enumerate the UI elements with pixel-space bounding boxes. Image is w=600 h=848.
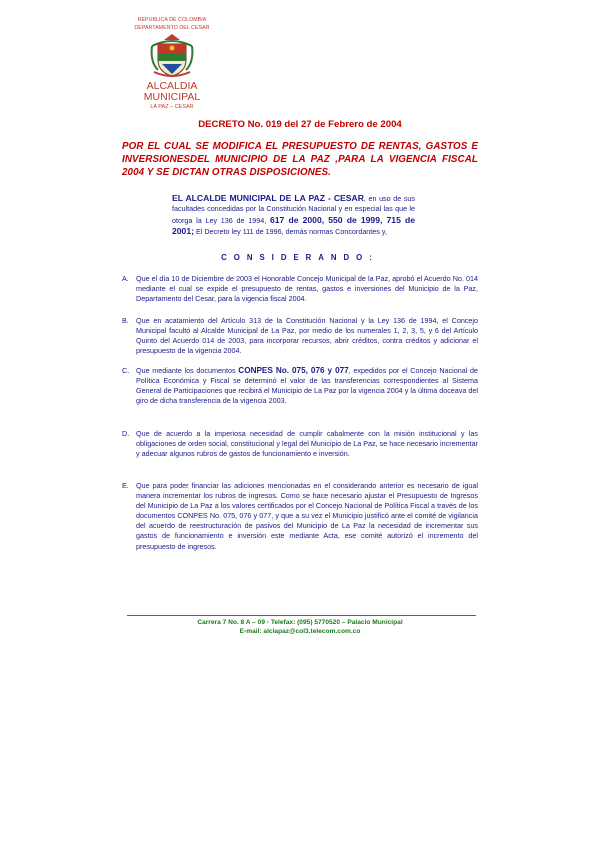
item-letter: B.	[122, 316, 129, 325]
intro-paragraph	[172, 193, 415, 238]
department-label: DEPARTAMENTO DEL CESAR	[134, 25, 210, 31]
municipality-subtitle: LA PAZ – CESAR	[150, 104, 194, 110]
authority-name: EL ALCALDE MUNICIPAL DE LA PAZ - CESAR	[172, 193, 364, 203]
considerando-heading: CONSIDERANDO:	[221, 253, 379, 262]
footer-address: Carrera 7 No. 8 A – 09 - Telefax: (095) 5770520 – Palacio Municipal	[197, 619, 403, 626]
item-text-before: Que mediante los documentos	[136, 366, 239, 375]
item-letter: D.	[122, 429, 130, 438]
letterhead	[118, 16, 226, 111]
considerando-item-d	[122, 429, 478, 459]
item-text	[136, 366, 478, 406]
intro-text-2: El Decreto ley 111 de 1996, demás normas Concordantes y,	[193, 227, 387, 237]
item-text: Que en acatamiento del Artículo 313 de la Constitución Nacional y la Ley 136 de 1994, el Concejo Municipal facultó al Alcalde Municipal de La Paz, por medio de los numerales 1, 2, 3, 5, y 6 del Artículo Quinto del Acuerdo 014 de 2003, para incorporar recursos, abrir créditos, contra créditos y adicionar el presupuesto de la vigencia 2004.	[136, 316, 478, 356]
footer-email: E-mail: alclapaz@col3.telecom.com.co	[239, 628, 361, 635]
conpes-reference: CONPES No. 075, 076 y 077	[238, 366, 349, 375]
item-letter: A.	[122, 274, 129, 283]
item-text: Que el día 10 de Diciembre de 2003 el Honorable Concejo Municipal de la Paz, aprobó el Acuerdo No. 014 mediante el cual se expide el presupuesto de rentas, gastos e inversiones del Municipio de la Paz, Departamento del Cesar, para la vigencia fiscal 2004.	[136, 274, 478, 304]
decree-title: DECRETO No. 019 del 27 de Febrero de 2004	[198, 119, 402, 130]
decree-subject: POR EL CUAL SE MODIFICA EL PRESUPUESTO DE RENTAS, GASTOS E INVERSIONESDEL MUNICIPIO DE LA PAZ ,PARA LA VIGENCIA FISCAL 2004 Y SE DICTAN OTRAS DISPOSICIONES.	[122, 141, 478, 178]
considerando-item-e	[122, 481, 478, 552]
intro-laws: 617 de 2000, 550 de 1999, 715 de 2001;	[172, 214, 416, 237]
item-letter: E.	[122, 481, 129, 490]
item-letter: C.	[122, 366, 130, 375]
footer-divider	[127, 615, 476, 616]
item-text: Que de acuerdo a la imperiosa necesidad de cumplir cabalmente con la misión institucional y las obligaciones de orden social, constitucional y legal del Municipio de La Paz, se hace necesario incrementar y adecuar algunos rubros de gastos de funcionamiento e inversión.	[136, 429, 478, 459]
coat-of-arms-icon	[148, 34, 196, 80]
municipality-title: ALCALDIA MUNICIPAL	[143, 80, 201, 103]
considerando-item-a	[122, 274, 478, 304]
republic-label: REPUBLICA DE COLOMBIA	[137, 17, 207, 23]
item-text-after: , expedidos por el Concejo Nacional de Política Económica y Fiscal se determinó el valor de las transferencias correspondientes al Sistema General de Participaciones que recibirá el Municipio de La Paz por la vigencia 2004 y la última doceava del giro de dicha transferencia de la vigencia 2003.	[136, 366, 478, 406]
considerando-item-c	[122, 366, 478, 406]
considerando-item-b	[122, 316, 478, 356]
intro-text-1: , en uso de sus facultades concedidas por la Constitución Nacional y en especial las que le otorga la Ley 136 de 1994,	[172, 194, 416, 225]
item-text: Que para poder financiar las adiciones mencionadas en el considerando anterior es necesario de igual manera incrementar los rubros de ingresos. Como se hace necesario ajustar el Presupuesto de Ingresos del Municipio de La Paz a los valores certificados por el Concejo Nacional de Política Fiscal a través de los documentos CONPES No. 075, 076 y 077, y que a su vez el Municipio justificó ante el comité de vigilancia del acuerdo de reestructuración de pasivos del Municipio de La Paz la necesidad de incrementar sus gastos de funcionamiento e inversión este mediante Acta, ese comité autorizó el incremento del presupuesto de ingresos.	[136, 481, 478, 551]
